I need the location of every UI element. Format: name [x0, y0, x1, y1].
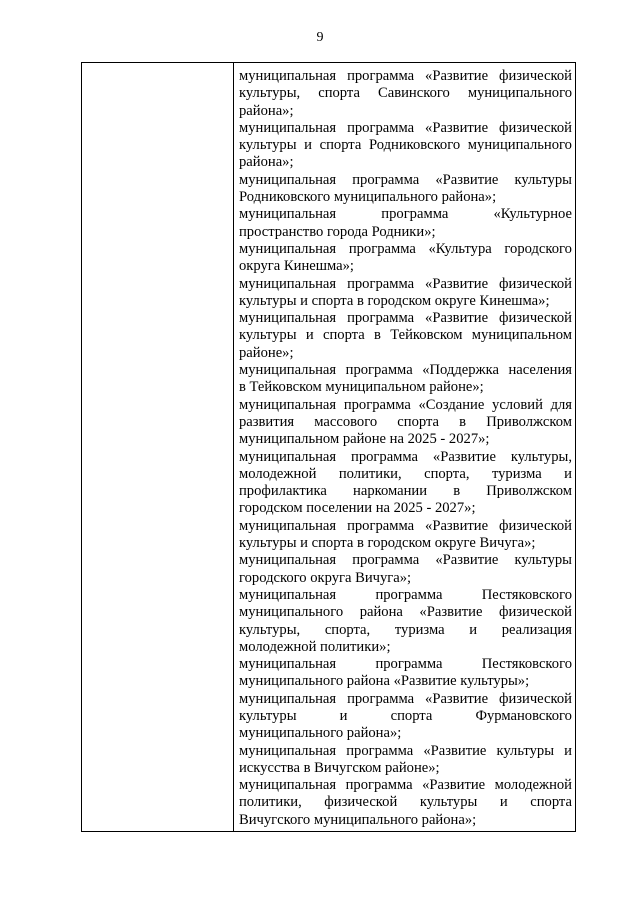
program-line: муниципальная программа «Развитие физической	[239, 275, 572, 292]
program-line: молодежной политики»;	[239, 638, 391, 655]
program-entry	[239, 518, 572, 553]
program-line: муниципальная программа «Развитие физической	[239, 119, 572, 136]
program-line: культуры и спорта в городском округе Кинешма»;	[239, 292, 550, 309]
program-entry	[239, 397, 572, 449]
program-line: культуры, спорта, туризма и реализация	[239, 621, 572, 638]
program-line: Родниковского муниципального района»;	[239, 189, 497, 206]
program-line: культуры и спорта Фурмановского	[239, 707, 572, 724]
program-line: муниципальная программа «Развитие молодежной	[239, 777, 572, 794]
program-line: городском поселении на 2025 - 2027»;	[239, 500, 476, 517]
table-right-cell	[239, 68, 572, 829]
program-line: в Тейковском муниципальном районе»;	[239, 379, 484, 396]
program-line: муниципальная программа Пестяковского	[239, 656, 572, 673]
program-entry	[239, 449, 572, 518]
program-line: муниципальном районе на 2025 - 2027»;	[239, 431, 490, 448]
program-entry	[239, 743, 572, 778]
program-entry	[239, 241, 572, 276]
program-entry	[239, 120, 572, 172]
program-entry	[239, 777, 572, 829]
program-line: Вичугского муниципального района»;	[239, 811, 477, 828]
program-entry	[239, 656, 572, 691]
program-line: культуры и спорта в Тейковском муниципальном	[239, 327, 572, 344]
program-line: искусства в Вичугском районе»;	[239, 759, 440, 776]
program-entry	[239, 587, 572, 656]
program-line: муниципальная программа «Развитие культуры и	[239, 742, 572, 759]
program-line: районе»;	[239, 344, 294, 361]
program-line: муниципальная программа «Культура городского	[239, 240, 572, 257]
program-line: муниципальная программа «Культурное	[239, 206, 572, 223]
program-entry	[239, 310, 572, 362]
program-entry	[239, 362, 572, 397]
program-line: муниципальная программа Пестяковского	[239, 586, 572, 603]
program-line: муниципальная программа «Развитие физической	[239, 517, 572, 534]
program-line: развития массового спорта в Приволжском	[239, 413, 572, 430]
program-line: муниципальная программа «Развитие культуры	[239, 552, 572, 569]
program-entry	[239, 691, 572, 743]
program-line: пространство города Родники»;	[239, 223, 436, 240]
program-entry	[239, 206, 572, 241]
program-line: округа Кинешма»;	[239, 258, 354, 275]
program-line: политики, физической культуры и спорта	[239, 794, 572, 811]
program-line: городского округа Вичуга»;	[239, 569, 412, 586]
program-entry	[239, 172, 572, 207]
program-line: муниципальная программа «Создание условий для	[239, 396, 572, 413]
program-entry	[239, 68, 572, 120]
program-line: муниципальная программа «Поддержка населения	[239, 362, 572, 379]
program-line: культуры и спорта в городском округе Вичуга»;	[239, 535, 536, 552]
program-line: муниципальная программа «Развитие физической	[239, 310, 572, 327]
program-entry	[239, 276, 572, 311]
program-line: профилактика наркомании в Приволжском	[239, 483, 572, 500]
program-line: муниципальная программа «Развитие культуры	[239, 171, 572, 188]
program-line: муниципальная программа «Развитие физической	[239, 690, 572, 707]
page-number: 9	[316, 30, 324, 45]
programs-table	[81, 62, 576, 832]
program-line: муниципального района «Развитие культуры»;	[239, 673, 530, 690]
program-line: района»;	[239, 154, 294, 171]
program-line: муниципального района «Развитие физической	[239, 604, 572, 621]
table-left-cell	[82, 63, 234, 831]
program-line: культуры, спорта Савинского муниципального	[239, 85, 572, 102]
program-entry	[239, 552, 572, 587]
program-line: района»;	[239, 102, 294, 119]
program-line: муниципальная программа «Развитие физической	[239, 68, 572, 84]
program-line: муниципальная программа «Развитие культуры,	[239, 448, 572, 465]
program-line: культуры и спорта Родниковского муниципального	[239, 137, 572, 154]
program-line: молодежной политики, спорта, туризма и	[239, 465, 572, 482]
program-line: муниципального района»;	[239, 725, 402, 742]
